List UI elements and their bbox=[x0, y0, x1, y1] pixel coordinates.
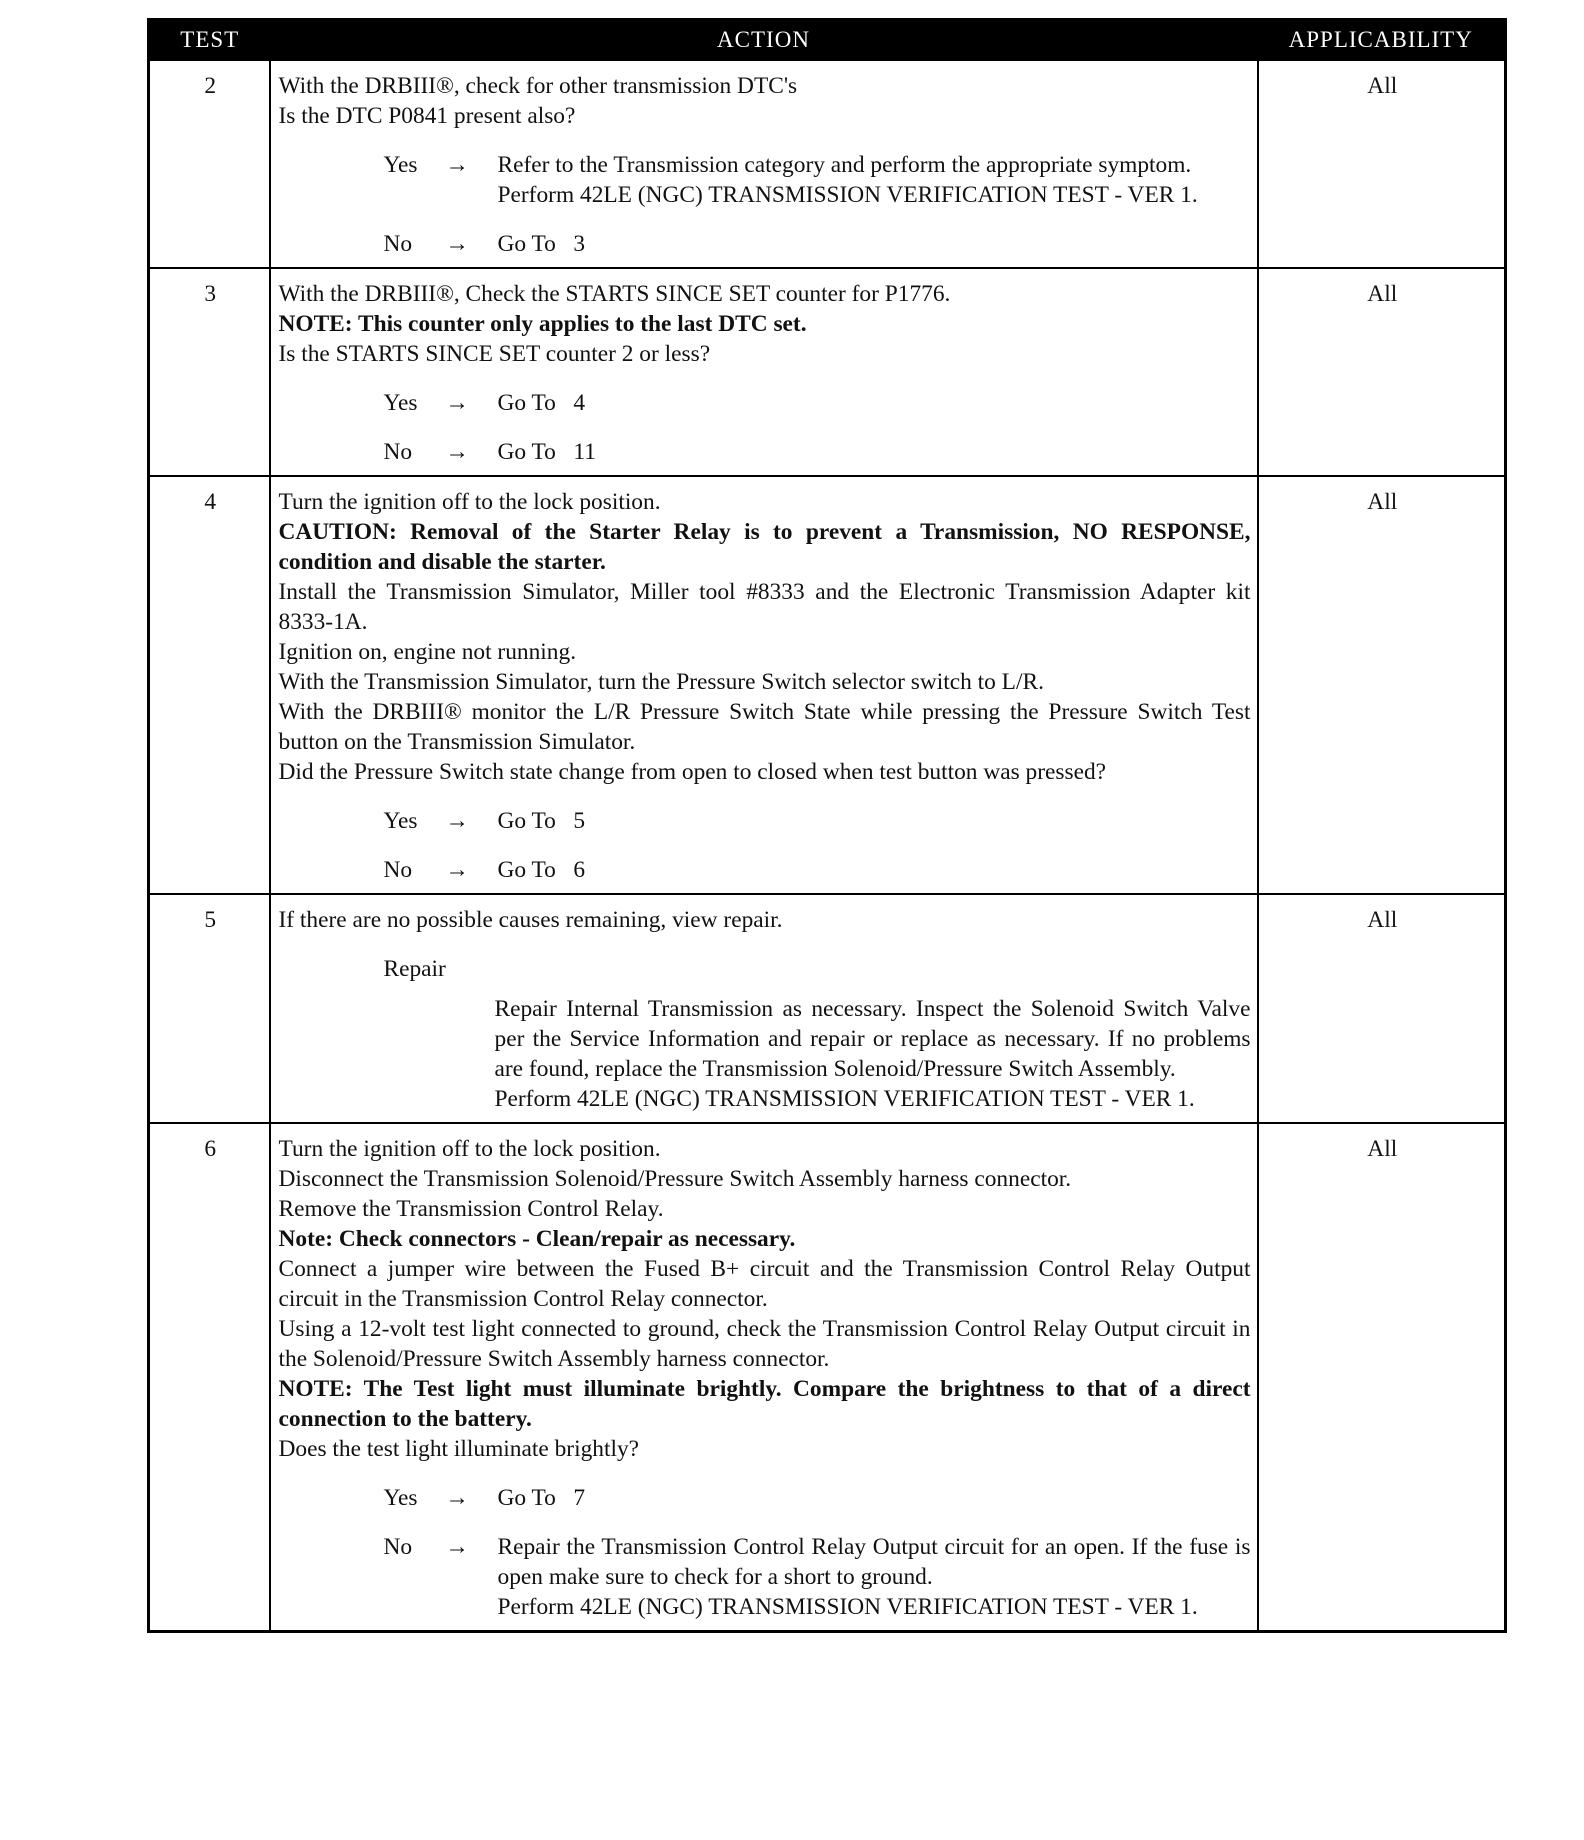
no-label: No bbox=[383, 1534, 413, 1560]
action-line: Is the DTC P0841 present also? bbox=[278, 103, 576, 129]
applicability: All bbox=[1258, 894, 1506, 1123]
action-line: With the Transmission Simulator, turn the Pressure Switch selector switch to L/R. bbox=[278, 669, 1044, 695]
yes-response bbox=[279, 150, 1251, 210]
note-line: Note: Check connectors - Clean/repair as necessary. bbox=[278, 1226, 796, 1252]
table-header-row bbox=[149, 20, 1506, 61]
header-action: ACTION bbox=[270, 20, 1258, 61]
yes-label: Yes bbox=[383, 390, 418, 416]
caution-line: CAUTION: Removal of the Starter Relay is to prevent a Transmission, NO RESPONSE, condition and disable the starter. bbox=[278, 519, 1251, 575]
test-row-6 bbox=[149, 1123, 1506, 1632]
yes-response bbox=[279, 806, 1251, 836]
action-cell bbox=[270, 1123, 1258, 1632]
arrow-icon: → bbox=[445, 808, 469, 834]
action-line: Does the test light illuminate brightly? bbox=[278, 1436, 640, 1462]
test-number: 5 bbox=[149, 894, 270, 1123]
no-response bbox=[279, 1532, 1251, 1622]
arrow-icon: → bbox=[445, 152, 469, 178]
yes-response bbox=[279, 1483, 1251, 1513]
action-line: With the DRBIII®, Check the STARTS SINCE SET counter for P1776. bbox=[278, 281, 951, 307]
action-cell bbox=[270, 60, 1258, 268]
no-label: No bbox=[383, 231, 413, 257]
yes-label: Yes bbox=[383, 152, 418, 178]
action-line: Did the Pressure Switch state change from open to closed when test button was pressed? bbox=[278, 759, 1107, 785]
yes-label: Yes bbox=[383, 1485, 418, 1511]
test-row-2 bbox=[149, 60, 1506, 268]
test-number: 2 bbox=[149, 60, 270, 268]
diagnostic-page bbox=[147, 18, 1504, 1633]
arrow-icon: → bbox=[445, 439, 469, 465]
no-label: No bbox=[383, 857, 413, 883]
no-text: Go To 3 bbox=[497, 231, 586, 257]
arrow-icon: → bbox=[445, 1534, 469, 1560]
arrow-icon: → bbox=[445, 390, 469, 416]
arrow-icon: → bbox=[445, 231, 469, 257]
action-line: Remove the Transmission Control Relay. bbox=[278, 1196, 664, 1222]
no-response bbox=[279, 437, 1251, 467]
applicability: All bbox=[1258, 1123, 1506, 1632]
header-test: TEST bbox=[149, 20, 270, 61]
yes-text: Go To 7 bbox=[497, 1485, 586, 1511]
yes-text: Go To 4 bbox=[497, 390, 586, 416]
arrow-icon: → bbox=[445, 1485, 469, 1511]
applicability: All bbox=[1258, 60, 1506, 268]
test-row-3 bbox=[149, 268, 1506, 476]
note-line: NOTE: The Test light must illuminate brightly. Compare the brightness to that of a direct connection to the battery. bbox=[278, 1376, 1251, 1432]
action-cell bbox=[270, 476, 1258, 894]
no-text: Go To 6 bbox=[497, 857, 586, 883]
yes-text: Go To 5 bbox=[497, 808, 586, 834]
note-line: NOTE: This counter only applies to the last DTC set. bbox=[278, 311, 807, 337]
test-number: 6 bbox=[149, 1123, 270, 1632]
action-line: With the DRBIII®, check for other transmission DTC's bbox=[278, 73, 798, 99]
applicability: All bbox=[1258, 476, 1506, 894]
action-line: Disconnect the Transmission Solenoid/Pressure Switch Assembly harness connector. bbox=[278, 1166, 1072, 1192]
action-line: Turn the ignition off to the lock position. bbox=[278, 1136, 661, 1162]
diagnostic-test-table bbox=[147, 18, 1507, 1633]
no-response bbox=[279, 229, 1251, 259]
no-text: Go To 11 bbox=[497, 439, 596, 465]
repair-label: Repair bbox=[383, 956, 446, 982]
yes-text: Refer to the Transmission category and perform the appropriate symptom. Perform 42LE (NGC) TRANSMISSION VERIFICATION TEST - VER 1. bbox=[497, 152, 1198, 208]
action-line: Ignition on, engine not running. bbox=[278, 639, 577, 665]
no-response bbox=[279, 855, 1251, 885]
no-label: No bbox=[383, 439, 413, 465]
action-line: Connect a jumper wire between the Fused B+ circuit and the Transmission Control Relay Output circuit in the Transmission Control Relay connector. bbox=[278, 1256, 1251, 1312]
arrow-icon: → bbox=[445, 857, 469, 883]
applicability: All bbox=[1258, 268, 1506, 476]
action-line: Install the Transmission Simulator, Miller tool #8333 and the Electronic Transmission Adapter kit 8333-1A. bbox=[278, 579, 1251, 635]
action-cell bbox=[270, 894, 1258, 1123]
header-applicability: APPLICABILITY bbox=[1258, 20, 1506, 61]
action-line: Is the STARTS SINCE SET counter 2 or less? bbox=[278, 341, 711, 367]
test-row-5 bbox=[149, 894, 1506, 1123]
action-line: With the DRBIII® monitor the L/R Pressure Switch State while pressing the Pressure Switch Test button on the Transmission Simulator. bbox=[278, 699, 1251, 755]
no-text: Repair the Transmission Control Relay Output circuit for an open. If the fuse is open make sure to check for a short to ground. Perform 42LE (NGC) TRANSMISSION VERIFICATION TEST - VER 1. bbox=[497, 1534, 1251, 1620]
action-line: Using a 12-volt test light connected to ground, check the Transmission Control Relay Output circuit in the Solenoid/Pressure Switch Assembly harness connector. bbox=[278, 1316, 1251, 1372]
repair-text: Repair Internal Transmission as necessary. Inspect the Solenoid Switch Valve per the Service Information and repair or replace as necessary. If no problems are found, replace the Transmission Solenoid/Pressure Switch Assembly. Perform 42LE (NGC) TRANSMISSION VERIFICATION TEST - VER 1. bbox=[494, 996, 1251, 1112]
action-line: If there are no possible causes remaining, view repair. bbox=[278, 907, 783, 933]
action-line: Turn the ignition off to the lock position. bbox=[278, 489, 661, 515]
action-cell bbox=[270, 268, 1258, 476]
test-number: 3 bbox=[149, 268, 270, 476]
yes-label: Yes bbox=[383, 808, 418, 834]
test-number: 4 bbox=[149, 476, 270, 894]
yes-response bbox=[279, 388, 1251, 418]
test-row-4 bbox=[149, 476, 1506, 894]
